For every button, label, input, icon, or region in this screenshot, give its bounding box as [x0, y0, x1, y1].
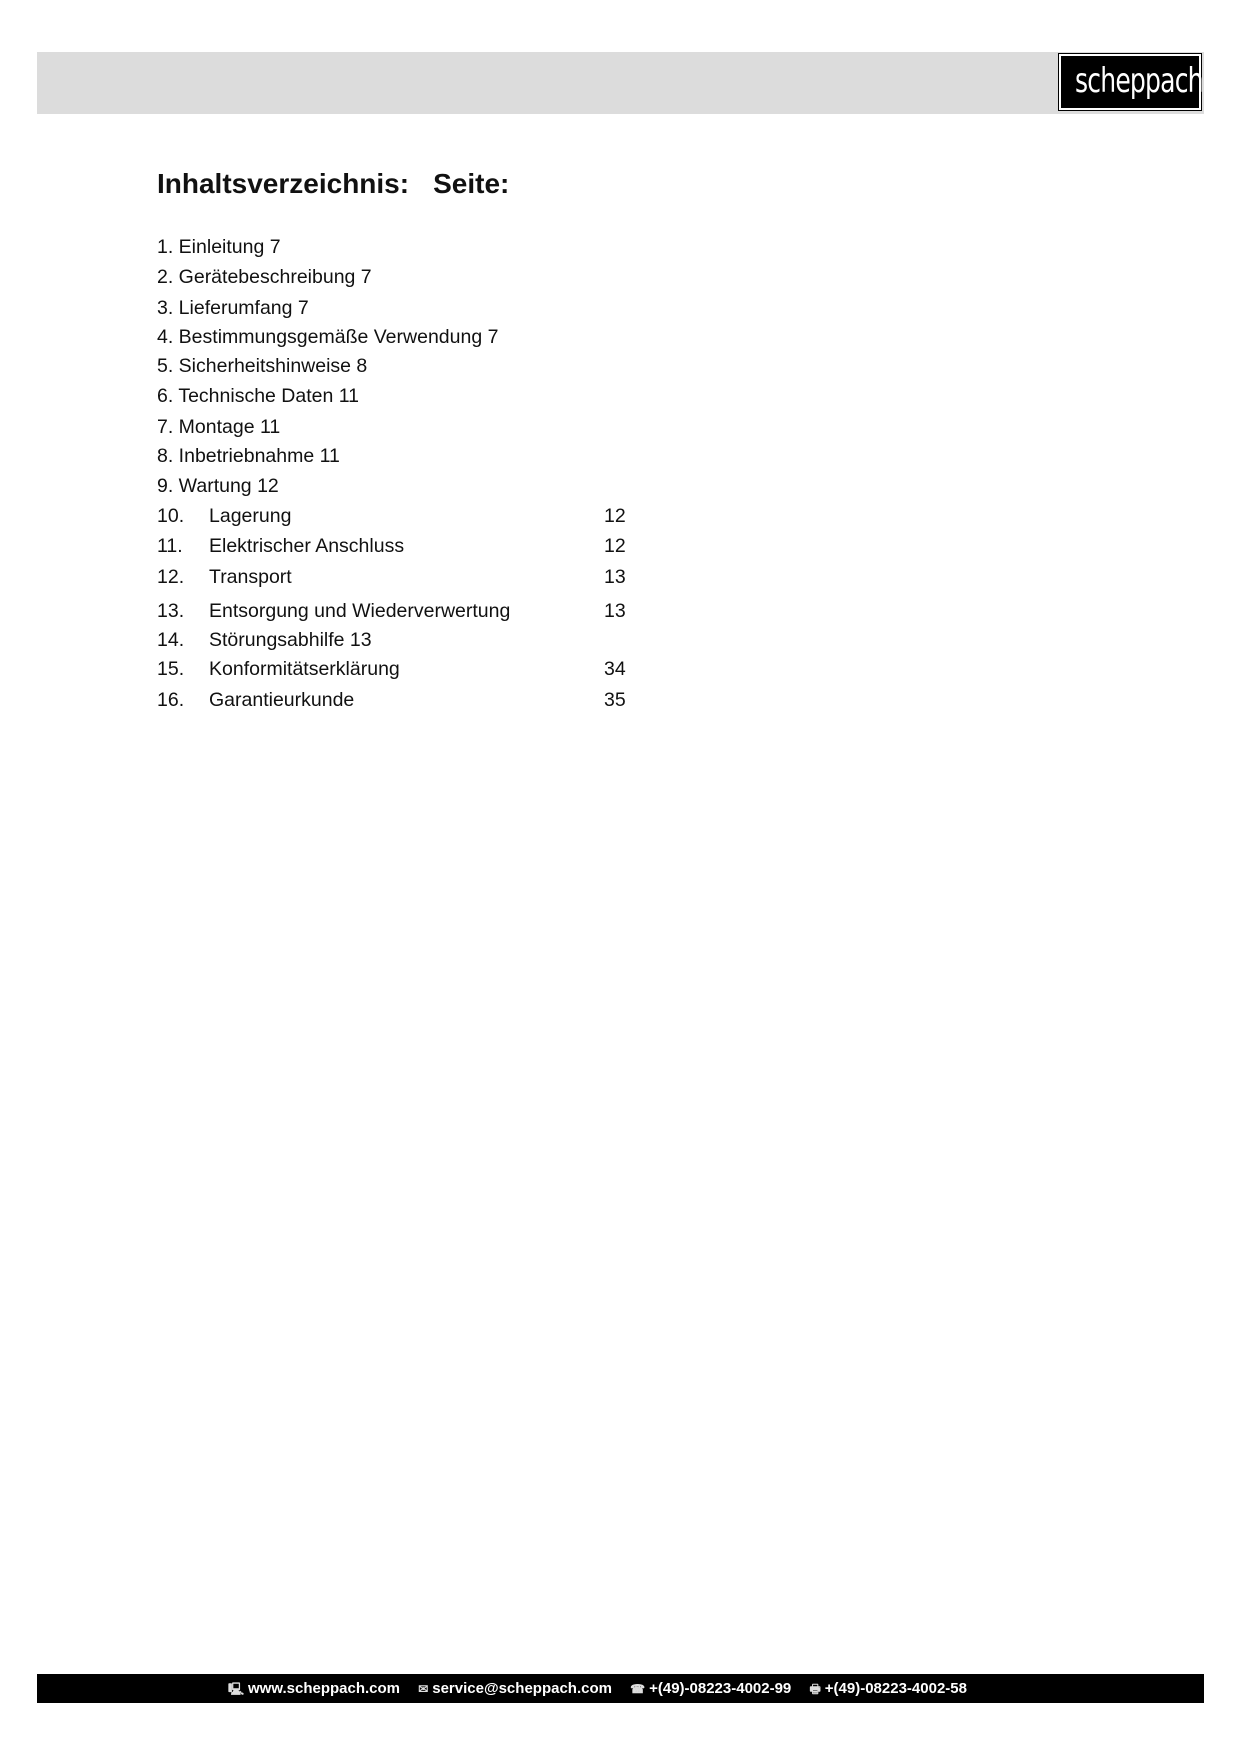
header-bar: [37, 52, 1204, 114]
toc-row-page: 13: [604, 566, 626, 588]
toc-row-number: 13.: [157, 600, 185, 622]
toc-item-1: 1. Einleitung 7: [157, 236, 281, 258]
toc-row-title: Garantieurkunde: [209, 689, 355, 711]
toc-row-title: Entsorgung und Wiederverwertung: [209, 600, 511, 622]
toc-row-title: Konformitätserklärung: [209, 658, 400, 680]
footer-contacts: [228, 1674, 981, 1704]
toc-item-3: 3. Lieferumfang 7: [157, 297, 309, 319]
footer-fax: [809, 1674, 967, 1704]
toc-row-page: 12: [604, 505, 626, 527]
toc-row-number: 15.: [157, 658, 185, 680]
toc-item-9: 9. Wartung 12: [157, 475, 279, 497]
toc-item-2: 2. Gerätebeschreibung 7: [157, 266, 372, 288]
computer-icon: 🖳: [228, 1682, 245, 1696]
toc-row-page: 34: [604, 658, 626, 680]
toc-title: Inhaltsverzeichnis:: [157, 168, 410, 199]
toc-heading: [157, 168, 509, 200]
toc-row-title: Elektrischer Anschluss: [209, 535, 405, 557]
footer-website-text: www.scheppach.com: [248, 1680, 401, 1697]
toc-row-number: 11.: [157, 535, 183, 557]
toc-row-number: 16.: [157, 689, 185, 711]
scheppach-logo: [1059, 54, 1201, 110]
toc-item-4: 4. Bestimmungsgemäße Verwendung 7: [157, 326, 499, 348]
toc-row-title: Lagerung: [209, 505, 292, 527]
footer-phone-text: +(49)-08223-4002-99: [649, 1680, 792, 1697]
footer-fax-text: +(49)-08223-4002-58: [824, 1680, 967, 1697]
toc-item-8: 8. Inbetriebnahme 11: [157, 445, 340, 467]
logo-text: scheppach: [1075, 61, 1203, 101]
toc-row-title: Störungsabhilfe 13: [209, 629, 372, 651]
toc-row-number: 12.: [157, 566, 185, 588]
mail-icon: ✉: [418, 1682, 429, 1696]
footer-phone: [630, 1674, 791, 1704]
toc-row-page: 35: [604, 689, 626, 711]
toc-row-page: 12: [604, 535, 626, 557]
fax-icon: 🖶: [809, 1682, 821, 1696]
toc-item-7: 7. Montage 11: [157, 416, 281, 438]
footer-website[interactable]: [228, 1674, 400, 1704]
toc-item-5: 5. Sicherheitshinweise 8: [157, 355, 368, 377]
footer-email-text: service@scheppach.com: [432, 1680, 612, 1697]
toc-row-number: 14.: [157, 629, 185, 651]
footer-email[interactable]: [418, 1674, 612, 1704]
footer-bar: [37, 1674, 1204, 1703]
toc-item-6: 6. Technische Daten 11: [157, 385, 359, 407]
toc-row-title: Transport: [209, 566, 292, 588]
toc-row-page: 13: [604, 600, 626, 622]
toc-row-number: 10.: [157, 505, 185, 527]
toc-page-label: Seite:: [433, 168, 510, 199]
phone-icon: ☎: [630, 1682, 646, 1696]
